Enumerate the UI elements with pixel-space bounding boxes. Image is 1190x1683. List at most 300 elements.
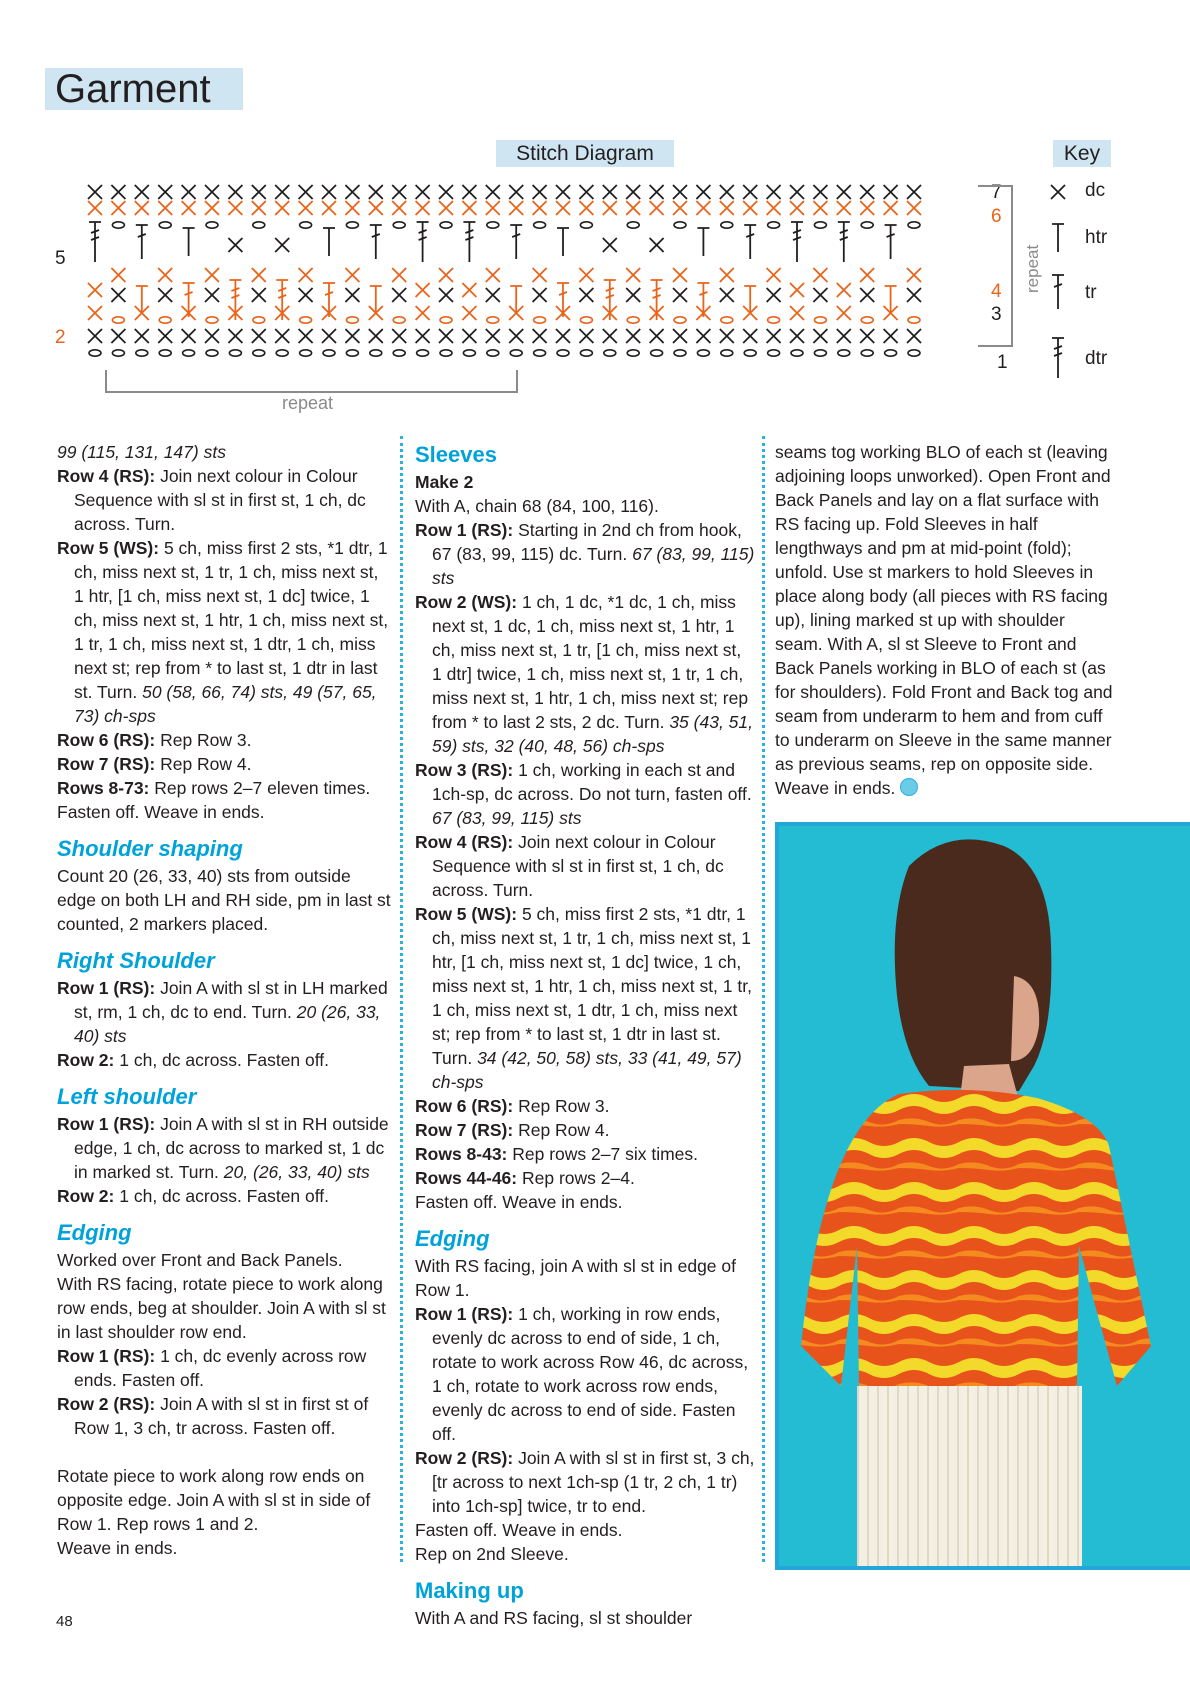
chain-stitch-symbol	[463, 350, 475, 356]
dc-stitch-symbol	[439, 268, 453, 282]
dc-stitch-symbol	[626, 201, 640, 215]
dc-stitch-symbol	[556, 185, 570, 199]
chain-text: With A, chain 68 (84, 100, 116).	[415, 496, 659, 516]
edging-row-1: Row 1 (RS): 1 ch, dc evenly across row ends. Fasten off.	[57, 1346, 367, 1390]
chain-stitch-symbol	[159, 350, 171, 356]
dc-stitch-symbol	[158, 268, 172, 282]
dc-stitch-symbol	[743, 329, 757, 343]
dc-stitch-symbol	[345, 185, 359, 199]
dc-stitch-symbol	[860, 185, 874, 199]
chain-stitch-symbol	[651, 350, 663, 356]
dc-stitch-symbol	[860, 329, 874, 343]
dc-stitch-symbol	[299, 288, 313, 302]
chain-stitch-symbol	[557, 350, 569, 356]
chain-stitch-symbol	[721, 350, 733, 356]
dc-stitch-symbol	[673, 201, 687, 215]
chain-stitch-symbol	[206, 350, 218, 356]
right-shoulder-row-2: Row 2: 1 ch, dc across. Fasten off.	[57, 1050, 330, 1070]
chain-stitch-symbol	[534, 317, 546, 323]
row-label-5: 5	[55, 248, 66, 269]
dc-stitch-symbol	[626, 288, 640, 302]
row-6: Row 6 (RS): Rep Row 3.	[57, 730, 252, 750]
dc-stitch-symbol	[907, 201, 921, 215]
sleeve-row-7: Row 7 (RS): Rep Row 4.	[415, 1120, 610, 1140]
dc-stitch-symbol	[626, 268, 640, 282]
dc-stitch-symbol	[626, 185, 640, 199]
dc-stitch-symbol	[603, 201, 617, 215]
dc-stitch-symbol	[767, 329, 781, 343]
dc-stitch-symbol	[509, 201, 523, 215]
sleeve-edging-text: With RS facing, join A with sl st in edge of Row 1.	[415, 1256, 736, 1300]
dc-stitch-symbol	[205, 329, 219, 343]
dc-stitch-symbol	[813, 268, 827, 282]
dc-stitch-symbol	[533, 329, 547, 343]
garment-photo	[775, 822, 1190, 1570]
dc-stitch-symbol	[790, 185, 804, 199]
key-symbols	[1051, 185, 1065, 378]
dc-stitch-symbol	[767, 268, 781, 282]
heading-sleeve-edging: Edging	[415, 1226, 490, 1251]
dc-stitch-symbol	[416, 201, 430, 215]
dc-stitch-symbol	[88, 306, 102, 320]
dtr-stitch-symbol	[89, 222, 101, 262]
dc-stitch-symbol	[813, 185, 827, 199]
key-title: Key	[1053, 140, 1111, 167]
dc-stitch-symbol	[275, 201, 289, 215]
key-label-htr: htr	[1085, 227, 1108, 248]
dc-stitch-symbol	[205, 268, 219, 282]
tr-stitch-symbol	[885, 225, 897, 259]
dc-stitch-symbol	[837, 201, 851, 215]
chain-stitch-symbol	[487, 350, 499, 356]
dc-stitch-symbol	[111, 201, 125, 215]
row-label-1: 1	[997, 352, 1008, 373]
dc-stitch-symbol	[345, 201, 359, 215]
dc-stitch-symbol	[673, 329, 687, 343]
dc-stitch-symbol	[158, 201, 172, 215]
dc-stitch-symbol	[533, 268, 547, 282]
column-1	[57, 440, 392, 1560]
chain-stitch-symbol	[510, 350, 522, 356]
dc-stitch-symbol	[345, 288, 359, 302]
row-label-4: 4	[991, 281, 1002, 302]
dc-stitch-symbol	[322, 185, 336, 199]
sleeve-row-3: Row 3 (RS): 1 ch, working in each st and 1ch-sp, dc across. Do not turn, fasten off. 67 (83, 99, 115) sts	[415, 760, 752, 828]
dc-stitch-symbol	[228, 185, 242, 199]
repeat-bottom-label: repeat	[282, 393, 334, 413]
chain-stitch-symbol	[674, 317, 686, 323]
dc-stitch-symbol	[486, 288, 500, 302]
yarn-ball-icon	[900, 778, 918, 796]
dc-stitch-symbol	[533, 201, 547, 215]
chain-stitch-symbol	[159, 317, 171, 323]
htr-stitch-symbol	[183, 228, 195, 256]
row-7: Row 7 (RS): Rep Row 4.	[57, 754, 252, 774]
dc-stitch-symbol	[88, 329, 102, 343]
key-label-dtr: dtr	[1085, 348, 1108, 369]
dtr-stitch-symbol	[838, 222, 850, 262]
htr-symbol-icon	[1052, 224, 1064, 252]
dc-stitch-symbol	[486, 329, 500, 343]
row-label-3: 3	[991, 304, 1002, 325]
heading-shoulder-shaping: Shoulder shaping	[57, 836, 243, 861]
dc-stitch-symbol	[650, 185, 664, 199]
column-2	[415, 440, 755, 1630]
repeat-side-label: repeat	[1023, 244, 1042, 293]
dc-stitch-symbol	[767, 288, 781, 302]
dc-stitch-symbol	[603, 185, 617, 199]
dc-stitch-symbol	[486, 268, 500, 282]
chain-stitch-symbol	[393, 222, 405, 228]
chain-stitch-symbol	[253, 317, 265, 323]
dc-stitch-symbol	[743, 201, 757, 215]
dc-stitch-symbol	[696, 329, 710, 343]
chain-stitch-symbol	[627, 222, 639, 228]
chain-stitch-symbol	[885, 350, 897, 356]
chain-stitch-symbol	[183, 350, 195, 356]
dc-stitch-symbol	[299, 329, 313, 343]
chain-stitch-symbol	[346, 222, 358, 228]
chain-stitch-symbol	[744, 350, 756, 356]
dc-stitch-symbol	[462, 185, 476, 199]
dc-stitch-symbol	[88, 283, 102, 297]
dc-stitch-symbol	[228, 201, 242, 215]
dc-stitch-symbol	[579, 268, 593, 282]
edging-row-2: Row 2 (RS): Join A with sl st in first st of Row 1, 3 ch, tr across. Fasten off.	[57, 1394, 369, 1438]
dc-stitch-symbol	[135, 329, 149, 343]
htr-stitch-symbol	[557, 228, 569, 256]
dc-stitch-symbol	[392, 185, 406, 199]
chain-stitch-symbol	[89, 350, 101, 356]
dc-stitch-symbol	[533, 288, 547, 302]
dc-stitch-symbol	[696, 185, 710, 199]
chain-stitch-symbol	[229, 350, 241, 356]
chain-stitch-symbol	[393, 350, 405, 356]
dc-stitch-symbol	[299, 268, 313, 282]
sleeve-row-5: Row 5 (WS): 5 ch, miss first 2 sts, *1 dtr, 1 ch, miss next st, 1 tr, 1 ch, miss next st, 1 htr, [1 ch, miss next st, 1 dc] twice, 1 ch, miss next st, 1 htr, 1 ch, miss next st, 1 tr, 1 ch, miss next st, 1 dtr, 1 ch, miss next st; rep from * to last st, 1 dtr in last st. Turn. 34 (42, 50, 58) sts, 33 (41, 49, 57) ch-sps	[415, 904, 752, 1092]
dc-stitch-symbol	[650, 329, 664, 343]
row-label-7: 7	[991, 182, 1002, 203]
dc-stitch-symbol	[813, 288, 827, 302]
dc-stitch-symbol	[205, 201, 219, 215]
chain-stitch-symbol	[838, 350, 850, 356]
dc-stitch-symbol	[88, 185, 102, 199]
htr-stitch-symbol	[323, 228, 335, 256]
heading-edging: Edging	[57, 1220, 132, 1245]
tr-stitch-symbol	[744, 225, 756, 259]
dc-stitch-symbol	[579, 288, 593, 302]
dc-stitch-symbol	[275, 329, 289, 343]
left-shoulder-row-2: Row 2: 1 ch, dc across. Fasten off.	[57, 1186, 330, 1206]
dc-stitch-symbol	[650, 201, 664, 215]
chain-stitch-symbol	[534, 350, 546, 356]
dc-stitch-symbol	[907, 185, 921, 199]
column-divider-1	[400, 436, 403, 1562]
chain-stitch-symbol	[861, 350, 873, 356]
dc-stitch-symbol	[790, 283, 804, 297]
sleeve-rows-44-46: Rows 44-46: Rep rows 2–4.	[415, 1168, 635, 1188]
chain-stitch-symbol	[814, 222, 826, 228]
stitch-grid	[88, 185, 921, 356]
dc-stitch-symbol	[392, 329, 406, 343]
dc-stitch-symbol	[884, 329, 898, 343]
column-3	[775, 440, 1115, 800]
chain-stitch-symbol	[440, 350, 452, 356]
chain-stitch-symbol	[487, 317, 499, 323]
dc-stitch-symbol	[860, 288, 874, 302]
chain-stitch-symbol	[580, 222, 592, 228]
dc-stitch-symbol	[486, 185, 500, 199]
chain-stitch-symbol	[627, 317, 639, 323]
chain-stitch-symbol	[112, 317, 124, 323]
dc-stitch-symbol	[673, 185, 687, 199]
dc-stitch-symbol	[790, 329, 804, 343]
chain-stitch-symbol	[768, 317, 780, 323]
dc-stitch-symbol	[275, 185, 289, 199]
dc-stitch-symbol	[579, 201, 593, 215]
column-divider-2	[762, 436, 765, 1562]
dc-stitch-symbol	[533, 185, 547, 199]
chain-stitch-symbol	[814, 350, 826, 356]
making-up-continued: seams tog working BLO of each st (leaving adjoining loops unworked). Open Front and Back Panels and lay on a flat surface with RS facing up. Fold Sleeves in half lengthways and pm at mid-point (fold); unfold. Use st markers to hold Sleeves in place along body (all pieces with RS facing up), lining marked st up with shoulder seam. With A, sl st Sleeve to Front and Back Panels working in BLO of each st (as for shoulders). Fold Front and Back tog and seam from underarm to hem and from cuff to underarm on Sleeve in the same manner as previous seams, rep on opposite side. Weave in ends.	[775, 442, 1113, 798]
row-label-2: 2	[55, 327, 66, 348]
dc-stitch-symbol	[720, 329, 734, 343]
left-shoulder-row-1: Row 1 (RS): Join A with sl st in RH outside edge, 1 ch, dc across to marked st, 1 dc in marked st. Turn. 20, (26, 33, 40) sts	[57, 1114, 389, 1182]
edging-text: With RS facing, rotate piece to work along row ends, beg at shoulder. Join A with sl st in last shoulder row end.	[57, 1274, 386, 1342]
dc-stitch-symbol	[392, 288, 406, 302]
dc-stitch-symbol	[720, 288, 734, 302]
sleeve-edging-row-1: Row 1 (RS): 1 ch, working in row ends, evenly dc across to end of side, 1 ch, rotate to work across Row 46, dc across, 1 ch, rotate to work across row ends, evenly dc across to end of side. Fasten off.	[415, 1304, 749, 1444]
dc-stitch-symbol	[579, 185, 593, 199]
chain-stitch-symbol	[346, 317, 358, 323]
heading-left-shoulder: Left shoulder	[57, 1084, 197, 1109]
chain-stitch-symbol	[346, 350, 358, 356]
dc-stitch-symbol	[813, 329, 827, 343]
chain-stitch-symbol	[112, 350, 124, 356]
chain-stitch-symbol	[768, 350, 780, 356]
sleeve-fasten-text: Fasten off. Weave in ends.	[415, 1192, 623, 1212]
row-4: Row 4 (RS): Join next colour in Colour Sequence with sl st in first st, 1 ch, dc across. Turn.	[57, 466, 366, 534]
dc-stitch-symbol	[158, 329, 172, 343]
dc-stitch-symbol	[556, 329, 570, 343]
dc-stitch-symbol	[111, 288, 125, 302]
dc-stitch-symbol	[252, 185, 266, 199]
dc-stitch-symbol	[509, 185, 523, 199]
dc-stitch-symbol	[696, 201, 710, 215]
dc-stitch-symbol	[462, 329, 476, 343]
dc-stitch-symbol	[111, 185, 125, 199]
dc-stitch-symbol	[907, 268, 921, 282]
dc-stitch-symbol	[860, 201, 874, 215]
chain-stitch-symbol	[627, 350, 639, 356]
chain-stitch-symbol	[417, 350, 429, 356]
fasten-off-text: Fasten off. Weave in ends.	[57, 802, 265, 822]
dc-stitch-symbol	[720, 185, 734, 199]
dc-stitch-symbol	[767, 185, 781, 199]
dc-stitch-symbol	[673, 288, 687, 302]
making-up-text: With A and RS facing, sl st shoulder	[415, 1608, 693, 1628]
tr-symbol-icon	[1052, 275, 1064, 309]
chain-stitch-symbol	[861, 317, 873, 323]
chain-stitch-symbol	[721, 222, 733, 228]
dc-stitch-symbol	[111, 329, 125, 343]
dc-stitch-symbol	[252, 268, 266, 282]
chain-stitch-symbol	[300, 350, 312, 356]
dc-stitch-symbol	[837, 283, 851, 297]
dc-stitch-symbol	[205, 185, 219, 199]
sleeve-fasten-text-2: Fasten off. Weave in ends.	[415, 1520, 623, 1540]
make-2: Make 2	[415, 472, 474, 492]
chain-stitch-symbol	[580, 317, 592, 323]
dc-stitch-symbol	[205, 288, 219, 302]
stitch-count: 99 (115, 131, 147) sts	[57, 442, 226, 462]
key-label-tr: tr	[1085, 282, 1097, 303]
rep-2nd-sleeve: Rep on 2nd Sleeve.	[415, 1544, 569, 1564]
chain-stitch-symbol	[393, 317, 405, 323]
dc-stitch-symbol	[673, 268, 687, 282]
page-number: 48	[56, 1613, 73, 1630]
chain-stitch-symbol	[206, 317, 218, 323]
dc-stitch-symbol	[416, 185, 430, 199]
dc-stitch-symbol	[509, 329, 523, 343]
chain-stitch-symbol	[206, 222, 218, 228]
dc-stitch-symbol	[158, 185, 172, 199]
dc-stitch-symbol	[486, 201, 500, 215]
dc-stitch-symbol	[837, 185, 851, 199]
repeat-bracket-bottom	[106, 370, 517, 392]
shoulder-shaping-text: Count 20 (26, 33, 40) sts from outside edge on both LH and RH side, pm in last st counted, 2 markers placed.	[57, 866, 391, 934]
dc-stitch-symbol	[907, 329, 921, 343]
chain-stitch-symbol	[253, 222, 265, 228]
chain-stitch-symbol	[253, 350, 265, 356]
dc-stitch-symbol	[439, 201, 453, 215]
sleeve-row-4: Row 4 (RS): Join next colour in Colour Sequence with sl st in first st, 1 ch, dc across. Turn.	[415, 832, 724, 900]
dc-stitch-symbol	[720, 201, 734, 215]
right-shoulder-row-1: Row 1 (RS): Join A with sl st in LH marked st, rm, 1 ch, dc to end. Turn. 20 (26, 33, 40) sts	[57, 978, 388, 1046]
dtr-symbol-icon	[1052, 338, 1064, 378]
chain-stitch-symbol	[300, 317, 312, 323]
chain-stitch-symbol	[604, 350, 616, 356]
stitch-diagram	[0, 170, 1190, 420]
rows-8-73: Rows 8-73: Rep rows 2–7 eleven times.	[57, 778, 371, 798]
weave-text: Weave in ends.	[57, 1538, 178, 1558]
dc-stitch-symbol	[837, 329, 851, 343]
chain-stitch-symbol	[861, 222, 873, 228]
dc-stitch-symbol	[462, 283, 476, 297]
chain-stitch-symbol	[697, 350, 709, 356]
chain-stitch-symbol	[791, 350, 803, 356]
dc-stitch-symbol	[462, 201, 476, 215]
row-label-6: 6	[991, 206, 1002, 227]
chain-stitch-symbol	[674, 222, 686, 228]
chain-stitch-symbol	[440, 317, 452, 323]
dc-stitch-symbol	[111, 268, 125, 282]
dc-stitch-symbol	[228, 329, 242, 343]
dtr-stitch-symbol	[417, 222, 429, 262]
diagram-title: Stitch Diagram	[496, 140, 674, 167]
dc-stitch-symbol	[767, 201, 781, 215]
dc-stitch-symbol	[135, 185, 149, 199]
chain-stitch-symbol	[534, 222, 546, 228]
dc-stitch-symbol	[416, 329, 430, 343]
sleeve-row-6: Row 6 (RS): Rep Row 3.	[415, 1096, 610, 1116]
dc-stitch-symbol	[650, 238, 664, 252]
dc-stitch-symbol	[88, 201, 102, 215]
dc-stitch-symbol	[603, 238, 617, 252]
dc-stitch-symbol	[252, 201, 266, 215]
chain-stitch-symbol	[370, 350, 382, 356]
dc-stitch-symbol	[462, 306, 476, 320]
dc-stitch-symbol	[392, 201, 406, 215]
dc-stitch-symbol	[860, 268, 874, 282]
dc-stitch-symbol	[556, 201, 570, 215]
chain-stitch-symbol	[487, 222, 499, 228]
dc-stitch-symbol	[626, 329, 640, 343]
dc-stitch-symbol	[322, 329, 336, 343]
chain-stitch-symbol	[908, 350, 920, 356]
sleeve-row-1: Row 1 (RS): Starting in 2nd ch from hook, 67 (83, 99, 115) dc. Turn. 67 (83, 99, 115) sts	[415, 520, 755, 588]
edging-intro: Worked over Front and Back Panels.	[57, 1250, 343, 1270]
chain-stitch-symbol	[276, 350, 288, 356]
chain-stitch-symbol	[159, 222, 171, 228]
dc-stitch-symbol	[345, 329, 359, 343]
htr-stitch-symbol	[697, 228, 709, 256]
sleeve-rows-8-43: Rows 8-43: Rep rows 2–7 six times.	[415, 1144, 699, 1164]
key-label-dc: dc	[1085, 180, 1106, 201]
dc-stitch-symbol	[182, 329, 196, 343]
dc-stitch-symbol	[158, 288, 172, 302]
dc-stitch-symbol	[299, 201, 313, 215]
dc-stitch-symbol	[884, 201, 898, 215]
dc-stitch-symbol	[135, 201, 149, 215]
chain-stitch-symbol	[814, 317, 826, 323]
dc-stitch-symbol	[369, 329, 383, 343]
chain-stitch-symbol	[674, 350, 686, 356]
dc-stitch-symbol	[182, 185, 196, 199]
chain-stitch-symbol	[440, 222, 452, 228]
row-5: Row 5 (WS): 5 ch, miss first 2 sts, *1 dtr, 1 ch, miss next st, 1 tr, 1 ch, miss next st, 1 htr, [1 ch, miss next st, 1 dc] twice, 1 ch, miss next st, 1 htr, 1 ch, miss next st, 1 tr, 1 ch, miss next st, 1 dtr, 1 ch, miss next st; rep from * to last st, 1 dtr in last st. Turn. 50 (58, 66, 74) sts, 49 (57, 65, 73) ch-sps	[57, 538, 389, 726]
dc-stitch-symbol	[743, 185, 757, 199]
dc-stitch-symbol	[322, 201, 336, 215]
dtr-stitch-symbol	[791, 222, 803, 262]
dc-stitch-symbol	[416, 283, 430, 297]
dc-stitch-symbol	[790, 306, 804, 320]
chain-stitch-symbol	[323, 350, 335, 356]
dc-stitch-symbol	[603, 329, 617, 343]
heading-right-shoulder: Right Shoulder	[57, 948, 215, 973]
dc-stitch-symbol	[907, 288, 921, 302]
dc-stitch-symbol	[416, 306, 430, 320]
dc-stitch-symbol	[299, 185, 313, 199]
dc-stitch-symbol	[275, 238, 289, 252]
page-title: Garment	[45, 68, 243, 110]
dc-stitch-symbol	[182, 201, 196, 215]
dc-stitch-symbol	[837, 306, 851, 320]
dc-stitch-symbol	[252, 329, 266, 343]
dc-stitch-symbol	[813, 201, 827, 215]
chain-stitch-symbol	[300, 222, 312, 228]
dc-stitch-symbol	[790, 201, 804, 215]
chain-stitch-symbol	[112, 222, 124, 228]
dc-stitch-symbol	[392, 268, 406, 282]
dtr-stitch-symbol	[463, 222, 475, 262]
model-illustration	[779, 826, 1190, 1570]
heading-sleeves: Sleeves	[415, 442, 497, 467]
dc-symbol-icon	[1051, 185, 1065, 199]
sleeve-edging-row-2: Row 2 (RS): Join A with sl st in first st, 3 ch, [tr across to next 1ch-sp (1 tr, 2 ch, 1 tr) into 1ch-sp] twice, tr to end.	[415, 1448, 755, 1516]
chain-stitch-symbol	[908, 317, 920, 323]
chain-stitch-symbol	[768, 222, 780, 228]
